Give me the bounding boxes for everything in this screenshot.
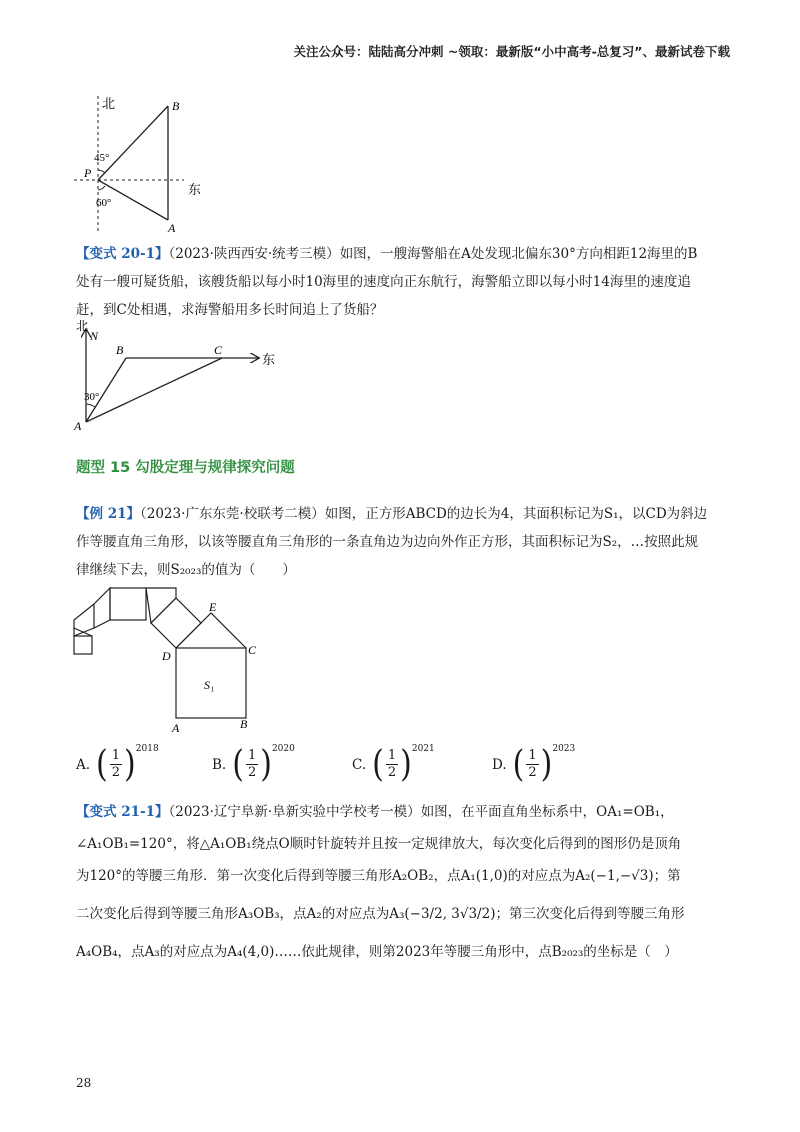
label-a: A (74, 419, 82, 433)
label-angle-45: 45° (94, 152, 110, 164)
figure-bearing-p (72, 92, 222, 234)
variant-21-1 (76, 796, 726, 968)
label-angle-30: 30° (84, 391, 100, 403)
label-east: 东 (262, 352, 276, 367)
label-s1: S₁ (204, 678, 215, 692)
label-a: A (168, 221, 176, 234)
label-north: 北 (76, 319, 89, 333)
label-e: E (209, 600, 217, 614)
example-21-line1: 如图，正方形ABCD的边长为4，其面积标记为S₁，以CD为斜边 (324, 506, 708, 522)
option-c-num: 1 (387, 748, 397, 763)
option-d-den: 2 (528, 765, 537, 780)
option-a-den: 2 (111, 765, 121, 780)
label-b: B (172, 99, 180, 113)
option-b-exp: 2020 (271, 744, 295, 754)
option-a-num: 1 (111, 748, 121, 763)
option-a[interactable]: A. ( $\frac{1}{2}$ ) 2018 (76, 742, 159, 785)
option-a-exp: 2018 (135, 744, 159, 754)
example-21-line3: 律继续下去，则S₂₀₂₃的值为（ ） (76, 562, 296, 578)
section-title-15: 题型 15 勾股定理与规律探究问题 (76, 460, 295, 476)
variant-20-1-line2: 处有一艘可疑货船，该艘货船以每小时10海里的速度向正东航行，海警船立即以每小时14海里的速度追 (76, 274, 691, 290)
variant-20-1 (76, 240, 726, 324)
label-n: N (90, 329, 99, 343)
label-north: 北 (102, 96, 116, 111)
example-21-source: （2023·广东东莞·校联考二模） (140, 506, 325, 522)
variant-20-1-line1: 如图，一艘海警船在A处发现北偏东30°方向相距12海里的B (339, 246, 698, 262)
variant-20-1-source: （2023·陕西西安·统考三模） (168, 246, 340, 262)
figure-pursuit (72, 318, 287, 434)
label-c: C (248, 643, 257, 657)
variant-21-1-line4: 二次变化后得到等腰三角形A₃OB₃，点A₂的对应点为A₃(−3/2, 3√3/2)；第三次变化后得到等腰三角形 (76, 906, 685, 922)
label-b: B (116, 343, 124, 357)
option-d-exp: 2023 (552, 744, 576, 754)
variant-21-1-source: （2023·辽宁阜新·阜新实验中学校考一模） (168, 804, 421, 820)
example-21-line2: 作等腰直角三角形，以该等腰直角三角形的一条直角边为边向外作正方形，其面积标记为S₂，…按照此规 (76, 534, 699, 550)
variant-21-1-line2: ∠A₁OB₁=120°，将△A₁OB₁绕点O顺时针旋转并且按一定规律放大，每次变化后得到的图形仍是顶角 (76, 836, 682, 852)
option-b-num: 1 (247, 748, 257, 763)
option-c[interactable]: C. ( $\frac{1}{2}$ ) 2021 (352, 742, 435, 785)
label-a: A (172, 721, 180, 735)
page-number: 28 (76, 1076, 92, 1090)
option-d[interactable]: D. ( $\frac{1}{2}$ ) 2023 (492, 742, 576, 785)
option-b[interactable]: B. ( $\frac{1}{2}$ ) 2020 (212, 742, 295, 785)
label-angle-60: 60° (96, 197, 112, 209)
variant-21-1-line3: 为120°的等腰三角形．第一次变化后得到等腰三角形A₂OB₂，点A₁(1,0)的对应点为A₂(−1,−√3)；第 (76, 868, 681, 884)
variant-21-1-tag: 【变式 21-1】 (76, 804, 169, 820)
option-c-exp: 2021 (411, 744, 435, 754)
label-p: P (84, 166, 92, 180)
variant-21-1-line5: A₄OB₄，点A₃的对应点为A₄(4,0)……依此规律，则第2023年等腰三角形中，点B₂₀₂₃的坐标是（ ） (76, 944, 678, 960)
option-c-den: 2 (387, 765, 397, 780)
label-d: D (162, 649, 171, 663)
example-21 (76, 500, 726, 584)
label-c: C (214, 343, 223, 357)
option-c-letter: C. (352, 756, 367, 773)
option-d-num: 1 (528, 748, 537, 763)
label-east: 东 (188, 182, 202, 197)
option-a-letter: A. (76, 756, 91, 773)
option-b-letter: B. (212, 756, 227, 773)
page-header: 关注公众号：陆陆高分冲刺 ~领取：最新版“小中高考-总复习”、最新试卷下载 (293, 44, 730, 59)
figure-squares (66, 584, 266, 736)
variant-20-1-tag: 【变式 20-1】 (76, 246, 169, 262)
variant-20-1-line3: 赶，到C处相遇，求海警船用多长时间追上了货船？ (76, 302, 384, 318)
option-b-den: 2 (247, 765, 257, 780)
label-b: B (240, 717, 248, 731)
option-d-letter: D. (492, 756, 507, 773)
example-21-tag: 【例 21】 (76, 506, 140, 522)
variant-21-1-line1: 如图，在平面直角坐标系中，OA₁=OB₁， (420, 804, 674, 820)
